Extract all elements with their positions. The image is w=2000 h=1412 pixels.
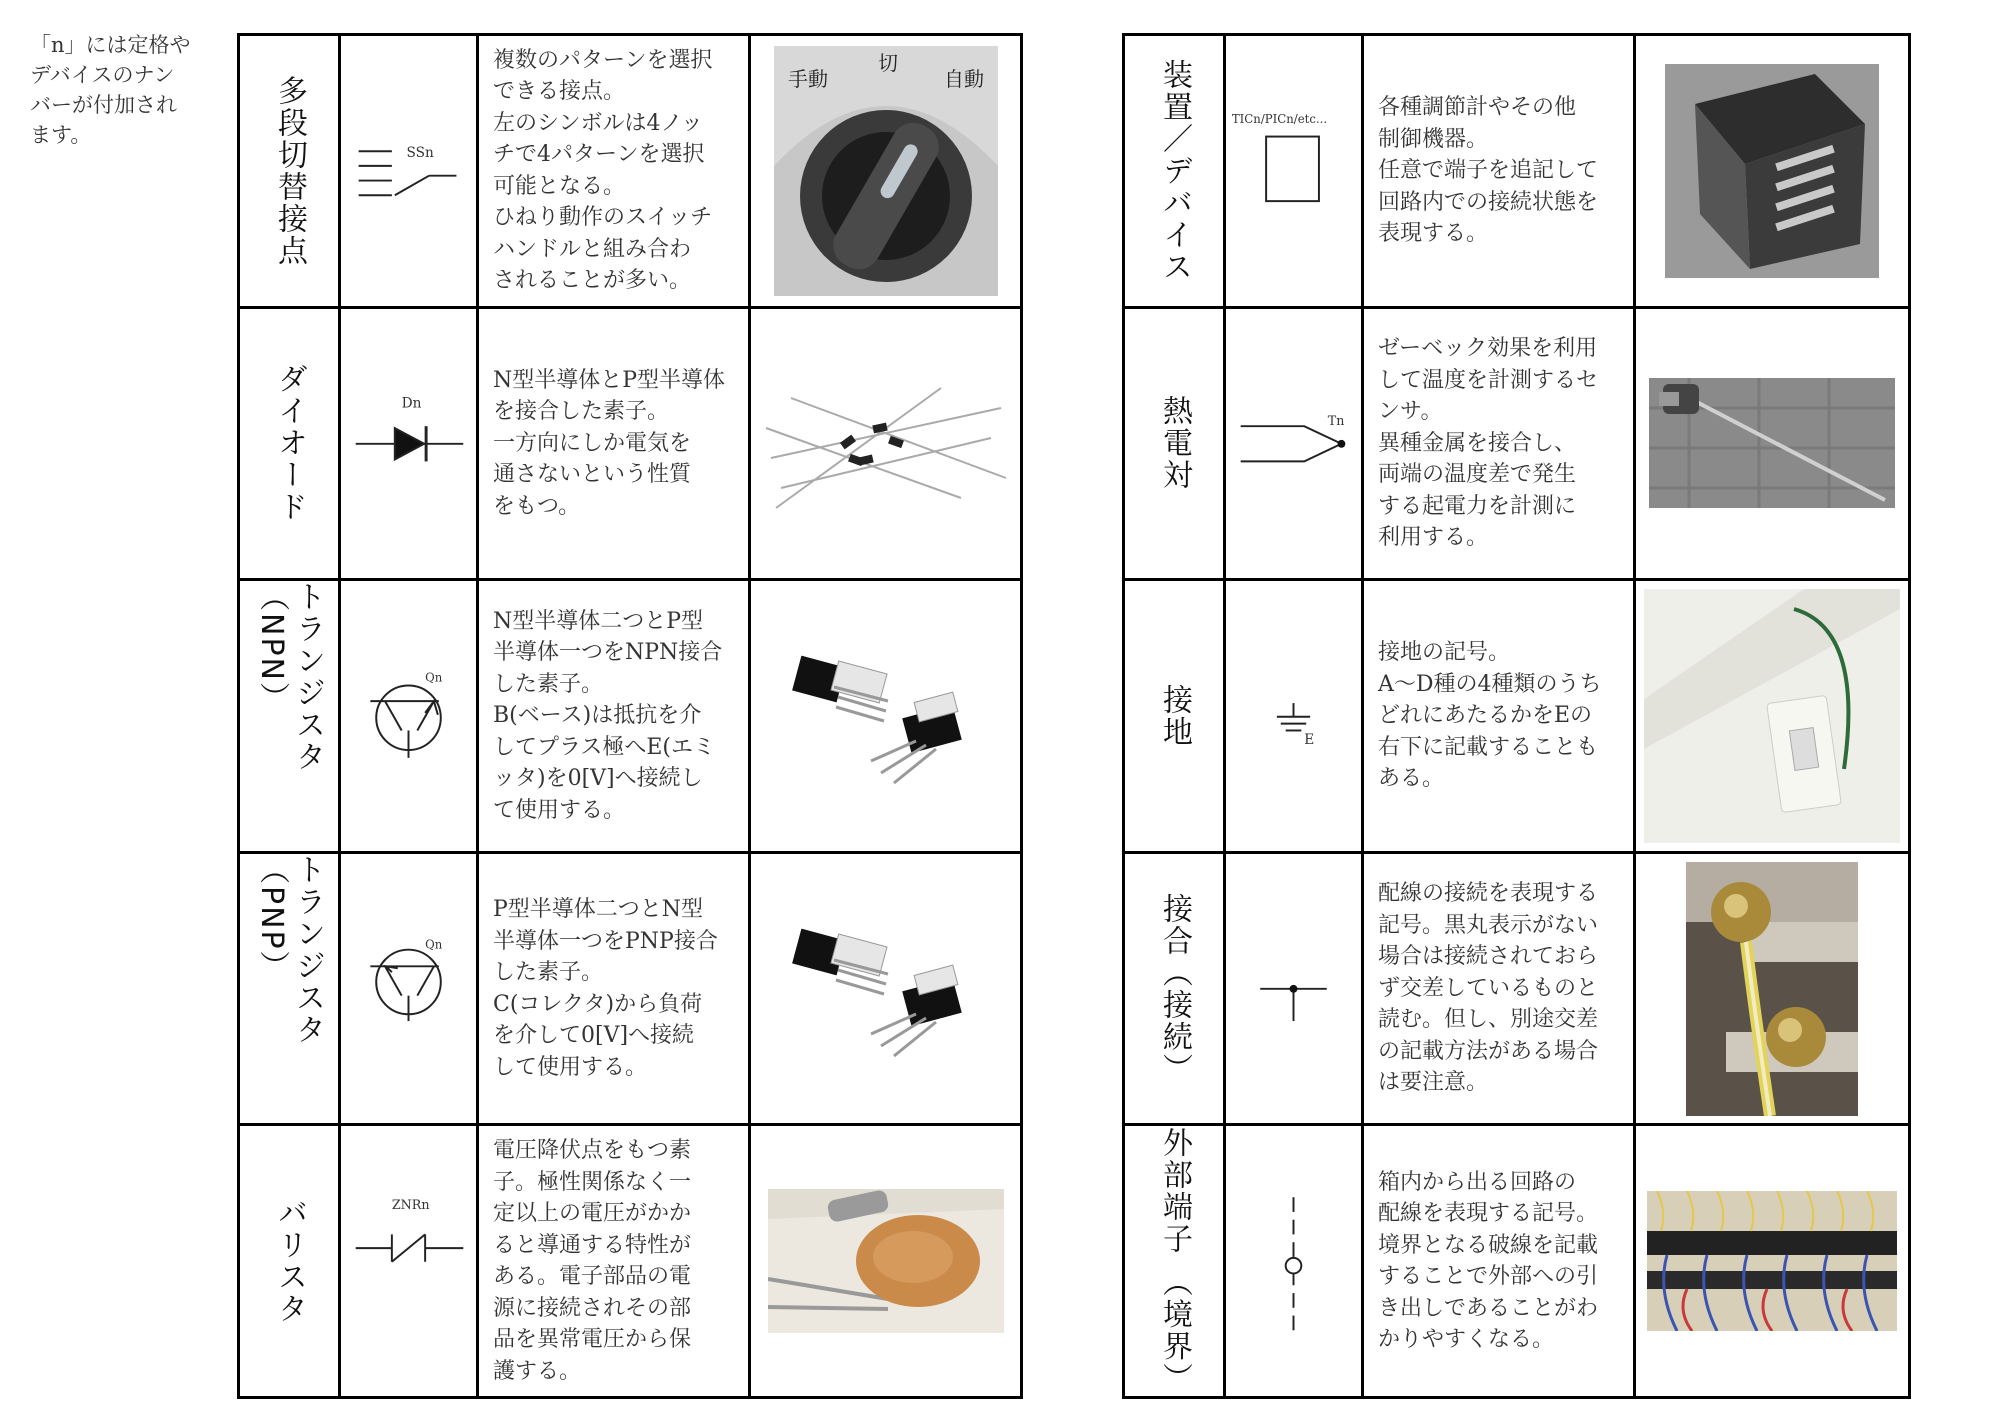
component-name: 外部端子 （境界） <box>1157 1127 1192 1395</box>
symbol-cell <box>341 854 479 1127</box>
photo-cell <box>1636 36 1911 309</box>
description: P型半導体二つとN型 半導体一つをPNP接合 した素子。 C(コレクタ)から負荷 を介して0[V]へ接続 して使用する。 <box>493 897 718 1080</box>
name-cell <box>1125 309 1226 582</box>
symbol-cell <box>1226 1126 1364 1399</box>
symbol-label: Qn <box>425 937 443 952</box>
symbol-cell <box>341 309 479 582</box>
symbol-label: ZNRn <box>391 1197 430 1213</box>
npn-transistor-symbol <box>341 581 476 851</box>
varistor-symbol <box>341 1126 476 1396</box>
description-cell <box>479 36 751 309</box>
terminal-block-photo <box>1647 1191 1897 1331</box>
component-name: 接合（接続） <box>1157 892 1192 1085</box>
component-name: トランジスタ （PNP） <box>254 853 325 1046</box>
controller-photo <box>1665 64 1879 278</box>
symbol-label: Qn <box>425 670 443 685</box>
description: 接地の記号。 A～D種の4種類のうち どれにあたるかをEの 右下に記載することも ある。 <box>1378 640 1602 792</box>
symbol-label: SSn <box>406 145 434 162</box>
thermocouple-photo <box>1649 378 1895 508</box>
photo-label-off: 切 <box>877 50 898 75</box>
description-cell <box>1364 309 1636 582</box>
symbol-cell <box>341 36 479 309</box>
description-cell <box>479 581 751 854</box>
multi-position-switch-symbol <box>341 36 476 306</box>
description-cell <box>479 309 751 582</box>
description-cell <box>1364 36 1636 309</box>
photo-cell <box>1636 854 1911 1127</box>
name-cell <box>240 1126 341 1399</box>
symbol-cell <box>341 1126 479 1399</box>
pnp-transistor-symbol <box>341 854 476 1124</box>
junction-symbol <box>1226 854 1361 1124</box>
footnote: 「n」には定格や デバイスのナン バーが付加され ます。 <box>30 33 191 147</box>
component-name: バリスタ <box>272 1197 307 1326</box>
name-cell <box>240 581 341 854</box>
description-cell <box>479 854 751 1127</box>
photo-cell <box>751 581 1023 854</box>
photo-cell <box>1636 1126 1911 1399</box>
photo-cell <box>751 854 1023 1127</box>
description-cell <box>1364 1126 1636 1399</box>
name-cell <box>1125 1126 1226 1399</box>
transistor-photo <box>776 641 996 791</box>
symbol-label: Tn <box>1327 412 1345 428</box>
name-cell <box>240 309 341 582</box>
thermocouple-symbol <box>1226 309 1361 579</box>
transistor-photo <box>776 914 996 1064</box>
symbol-label: E <box>1304 732 1315 749</box>
component-name: 装置／デバイス <box>1157 58 1192 283</box>
ground-terminal-photo <box>1644 589 1900 843</box>
wire-junction-photo <box>1686 862 1858 1116</box>
description: 箱内から出る回路の 配線を表現する記号。 境界となる破線を記載 することで外部への引 き出しであることがわ かりやすくなる。 <box>1378 1169 1599 1353</box>
name-cell <box>1125 581 1226 854</box>
description: 複数のパターンを選択 できる接点。 左のシンボルは4ノッ チで4パターンを選択 可能となる。 ひねり動作のスイッチ ハンドルと組み合わ されることが多い。 <box>493 47 713 294</box>
symbol-table-left <box>237 33 1023 1399</box>
symbol-cell <box>1226 309 1364 582</box>
description: N型半導体二つとP型 半導体一つをNPN接合 した素子。 B(ベース)は抵抗を介 してプラス極へE(エミ ッタ)を0[V]へ接続し て使用する。 <box>493 608 723 823</box>
component-name: 接地 <box>1157 683 1192 748</box>
description-cell <box>479 1126 751 1399</box>
component-name: 熱電対 <box>1157 395 1192 492</box>
photo-label-manual: 手動 <box>787 66 828 91</box>
symbol-label: TICn/PICn/etc... <box>1231 111 1328 126</box>
photo-cell <box>751 1126 1023 1399</box>
symbol-table-right <box>1122 33 1911 1399</box>
name-cell <box>240 854 341 1127</box>
device-symbol <box>1226 36 1361 306</box>
symbol-cell <box>1226 36 1364 309</box>
description-cell <box>1364 854 1636 1127</box>
photo-cell <box>751 36 1023 309</box>
photo-label-auto: 自動 <box>943 66 984 91</box>
ground-symbol <box>1226 581 1361 851</box>
diode-photo <box>761 368 1011 518</box>
description: 電圧降伏点をもつ素 子。極性関係なく一 定以上の電圧がかか ると導通する特性が ある。電子部品の電 源に接続されその部 品を異常電圧から保 護する。 <box>493 1138 692 1384</box>
symbol-label: Dn <box>401 395 422 412</box>
description: 各種調節計やその他 制御機器。 任意で端子を追記して 回路内での接続状態を 表現する。 <box>1378 95 1599 247</box>
symbol-cell <box>1226 581 1364 854</box>
photo-cell <box>1636 581 1911 854</box>
external-terminal-symbol <box>1226 1126 1361 1396</box>
symbol-cell <box>1226 854 1364 1127</box>
component-name: 多段切替接点 <box>272 74 307 267</box>
photo-cell <box>1636 309 1911 582</box>
name-cell <box>1125 854 1226 1127</box>
diode-symbol <box>341 309 476 579</box>
symbol-cell <box>341 581 479 854</box>
description: ゼーベック効果を利用 して温度を計測するセ ンサ。 異種金属を接合し、 両端の温度差で発生 する起電力を計測に 利用する。 <box>1378 336 1599 551</box>
component-name: トランジスタ （NPN） <box>254 581 325 774</box>
photo-cell <box>751 309 1023 582</box>
name-cell <box>1125 36 1226 309</box>
selector-switch-photo <box>774 46 998 296</box>
description: 配線の接続を表現する 記号。黒丸表示がない 場合は接続されておら ず交差しているものと 読む。但し、別途交差 の記載方法がある場合 は要注意。 <box>1378 881 1599 1096</box>
component-name: ダイオード <box>272 363 307 524</box>
description-cell <box>1364 581 1636 854</box>
description: N型半導体とP型半導体 を接合した素子。 一方向にしか電気を 通さないという性質 をもつ。 <box>493 367 726 519</box>
varistor-photo <box>768 1189 1004 1333</box>
name-cell <box>240 36 341 309</box>
